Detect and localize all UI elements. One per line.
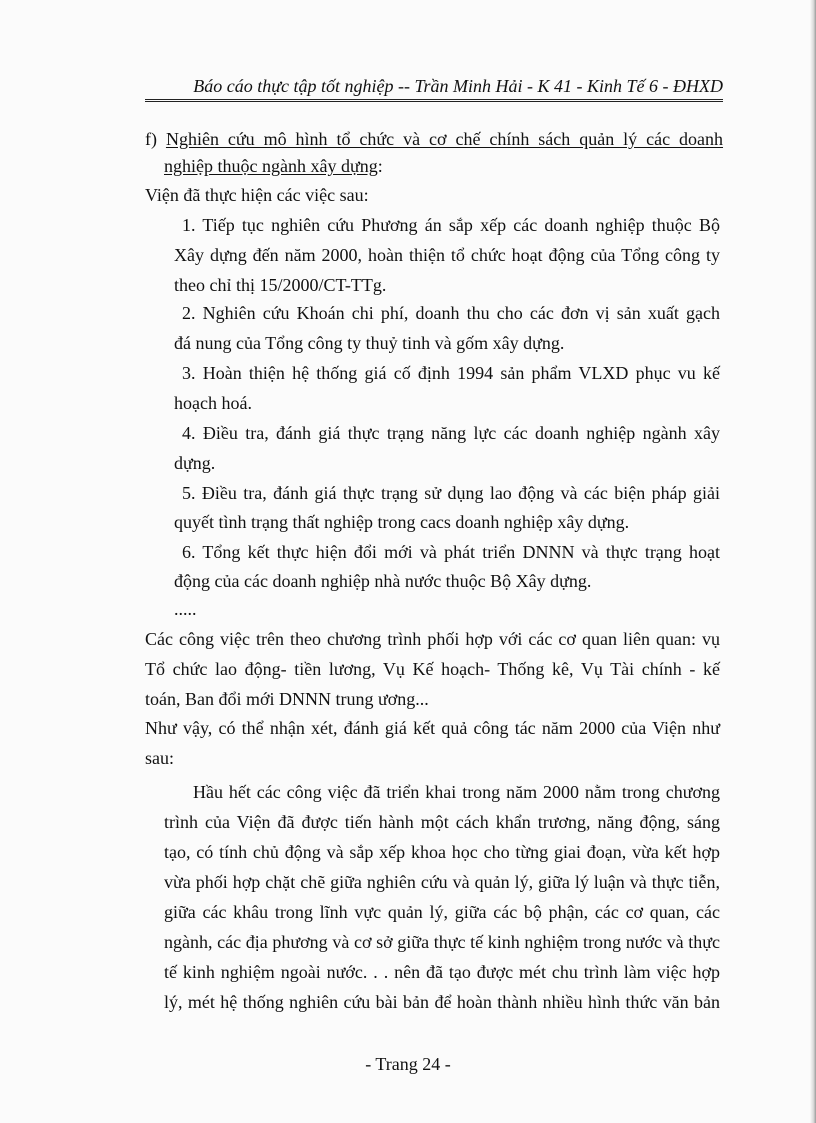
page-number: - Trang 24 -: [365, 1054, 451, 1074]
coop-line-2: Tổ chức lao động- tiền lương, Vụ Kế hoạch- Thống kê, Vụ Tài chính - kế: [145, 659, 720, 679]
main-line-5: giữa các khâu trong lĩnh vực quản lý, giữa các bộ phận, các cơ quan, các: [164, 902, 720, 922]
page-edge-shadow: [810, 0, 816, 1123]
running-header: Báo cáo thực tập tốt nghiệp -- Trần Minh Hải - K 41 - Kinh Tế 6 - ĐHXD: [145, 74, 723, 102]
item-1-line-2: Xây dựng đến năm 2000, hoàn thiện tổ chức hoạt động của Tổng công ty: [174, 245, 720, 265]
item-5-line-2: quyết tình trạng thất nghiệp trong cacs doanh nghiệp xây dựng.: [174, 512, 630, 532]
coop-line-1: Các công việc trên theo chương trình phối hợp với các cơ quan liên quan: vụ: [145, 629, 720, 649]
section-heading-line-1: [145, 127, 723, 151]
item-4-line-1: 4. Điều tra, đánh giá thực trạng năng lực các doanh nghiệp ngành xây: [182, 423, 720, 443]
assess-line-1: Như vậy, có thể nhận xét, đánh giá kết quả công tác năm 2000 của Viện như: [145, 718, 720, 738]
item-5-line-1: 5. Điều tra, đánh giá thực trạng sử dụng lao động và các biện pháp giải: [182, 483, 720, 503]
item-2-line-1: 2. Nghiên cứu Khoán chi phí, doanh thu cho các đơn vị sản xuất gạch: [182, 303, 720, 323]
item-2-line-2: đá nung của Tổng công ty thuỷ tinh và gốm xây dựng.: [174, 333, 565, 353]
section-heading-line-2: [164, 154, 383, 178]
assess-line-2: sau:: [145, 748, 174, 768]
item-3-line-2: hoạch hoá.: [174, 393, 252, 413]
item-1-line-3: theo chỉ thị 15/2000/CT-TTg.: [174, 275, 387, 295]
section-heading-colon: :: [377, 156, 383, 176]
main-line-8: lý, mét hệ thống nghiên cứu bài bản để hoàn thành nhiều hình thức văn bản: [164, 992, 720, 1012]
item-6-line-2: động của các doanh nghiệp nhà nước thuộc Bộ Xây dựng.: [174, 571, 592, 591]
section-heading-prefix: f): [145, 129, 157, 149]
item-4-line-2: dựng.: [174, 453, 216, 473]
section-heading-text-2: nghiệp thuộc ngành xây dựng: [164, 156, 378, 176]
main-line-2: trình của Viện đã được tiến hành một cách khẩn trương, năng động, sáng: [164, 812, 720, 832]
main-line-1: Hầu hết các công việc đã triển khai trong năm 2000 nằm trong chương: [193, 782, 720, 802]
ellipsis: .....: [174, 599, 197, 619]
item-1-line-1: 1. Tiếp tục nghiên cứu Phương án sắp xếp các doanh nghiệp thuộc Bộ: [182, 215, 720, 235]
item-6-line-1: 6. Tổng kết thực hiện đổi mới và phát triển DNNN và thực trạng hoạt: [182, 542, 720, 562]
main-line-7: tế kinh nghiệm ngoài nước. . . nên đã tạo được mét chu trình làm việc hợp: [164, 962, 720, 982]
main-line-6: ngành, các địa phương và cơ sở giữa thực tế kinh nghiệm trong nước và thực: [164, 932, 720, 952]
coop-line-3: toán, Ban đổi mới DNNN trung ương...: [145, 689, 429, 709]
main-line-3: tạo, có tính chủ động và sắp xếp khoa học cho từng giai đoạn, vừa kết hợp: [164, 842, 720, 862]
intro-text: Viện đã thực hiện các việc sau:: [145, 185, 369, 205]
item-3-line-1: 3. Hoàn thiện hệ thống giá cố định 1994 sản phẩm VLXD phục vu kế: [182, 363, 720, 383]
section-heading-text-1: Nghiên cứu mô hình tổ chức và cơ chế chính sách quản lý các doanh: [165, 129, 724, 149]
main-line-4: vừa phối hợp chặt chẽ giữa nghiên cứu và quản lý, giữa lý luận và thực tiễn,: [164, 872, 720, 892]
